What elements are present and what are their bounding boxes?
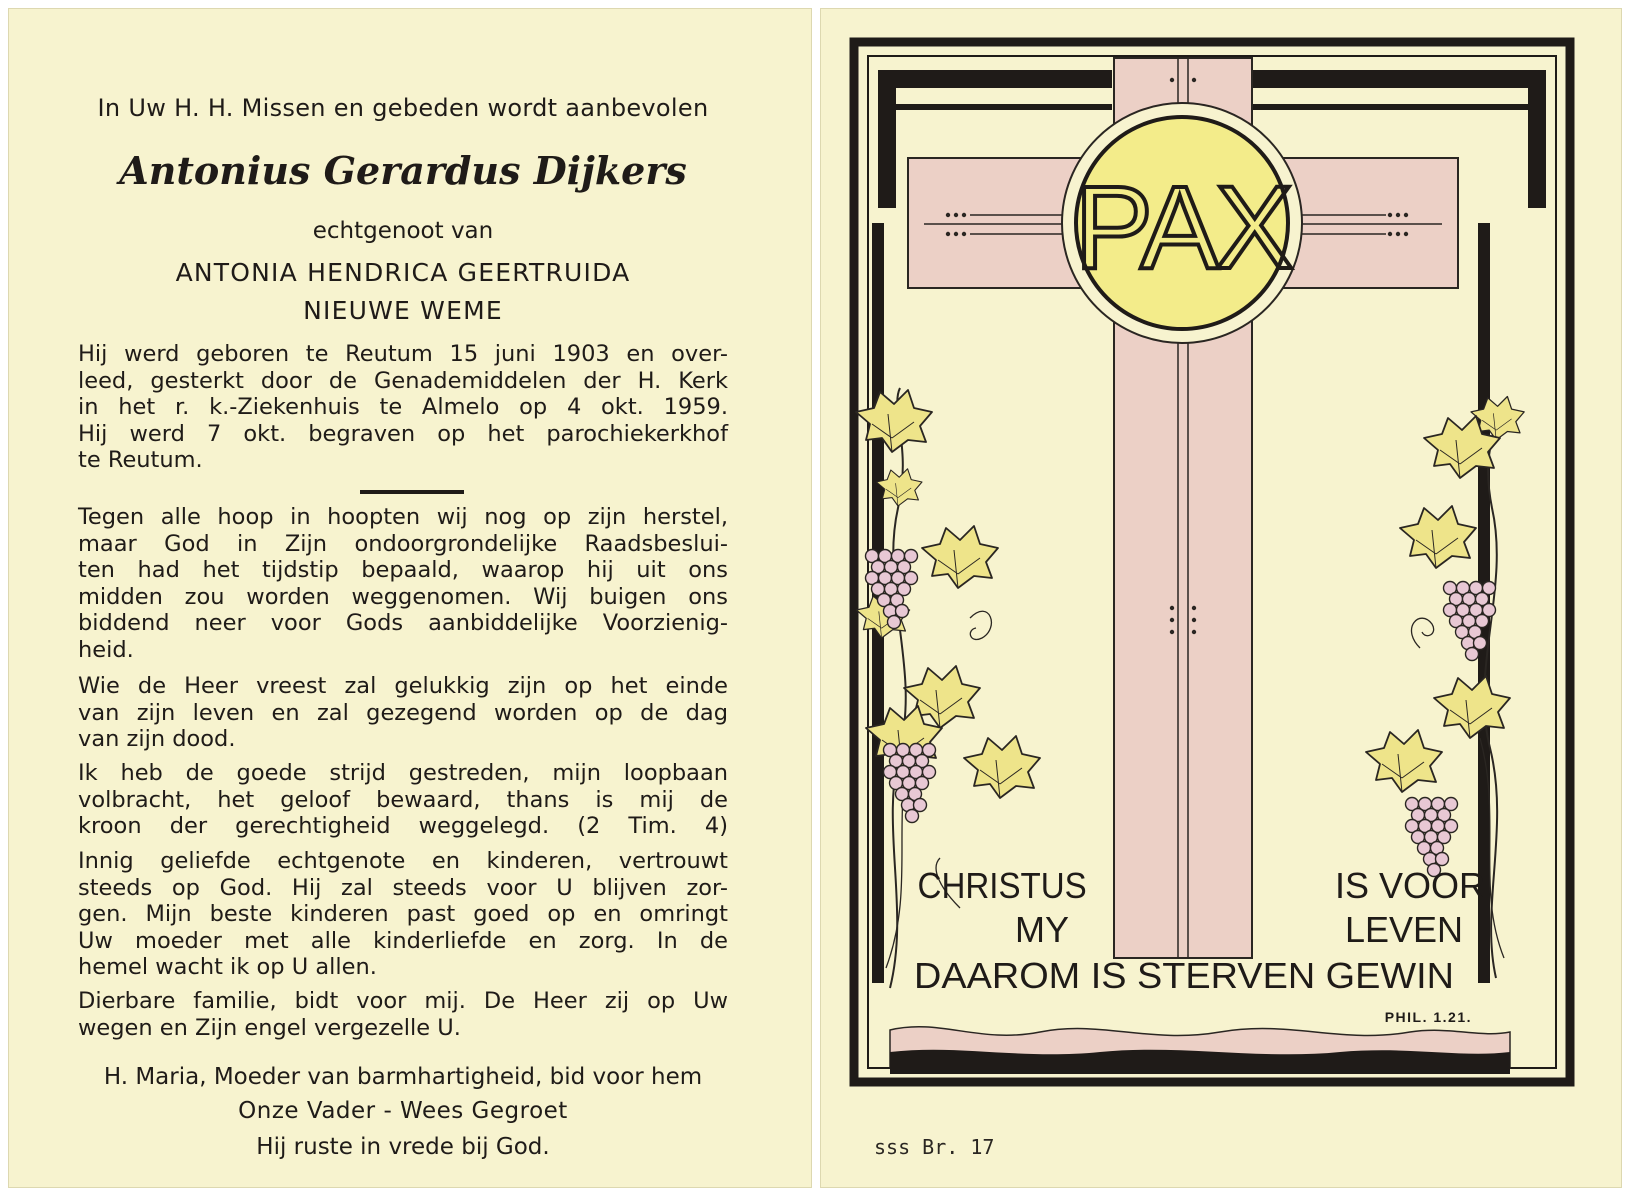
spouse-name-line2: NIEUWE WEME [303, 296, 503, 325]
text-line: volbracht, het geloof bewaard, thans is mij de [78, 786, 728, 813]
family-address-paragraph [78, 848, 728, 981]
bio-line: leed, gesterkt door de Genademiddelen der H. Kerk [78, 367, 728, 394]
text-line: Ik heb de goede strijd gestreden, mijn loopbaan [78, 760, 728, 786]
bio-line: Hij werd geboren te Reutum 15 juni 1903 en over- [78, 341, 728, 367]
family-blessing-paragraph [78, 988, 728, 1041]
spouse-name-line1: ANTONIA HENDRICA GEERTRUIDA [175, 258, 631, 287]
text-line: Dierbare familie, bidt voor mij. De Heer zij op Uw [78, 988, 728, 1014]
bio-line: Hij werd 7 okt. begraven op het parochiekerkhof [78, 420, 728, 447]
text-line: biddend neer voor Gods aanbiddelijke Voorzienig- [78, 610, 728, 636]
text-line: Wie de Heer vreest zal gelukkig zijn op het einde [78, 673, 728, 699]
text-line: Innig geliefde echtgenote en kinderen, vertrouwt [78, 848, 728, 874]
text-line: maar God in Zijn ondoorgrondelijke Raadsbeslui- [78, 530, 728, 557]
timothy-quote-paragraph [78, 760, 728, 840]
spouse-label: echtgenoot van [312, 218, 494, 244]
intro-line: In Uw H. H. Missen en gebeden wordt aanbevolen [97, 94, 709, 122]
text-line: Uw moeder met alle kinderliefde en zorg. In de [78, 927, 728, 954]
top-left-thin-band [878, 104, 1112, 110]
bottom-drape-shadow [890, 1050, 1510, 1074]
verse-word-christus: CHRISTUS [917, 866, 1087, 907]
top-right-thin-band [1250, 104, 1546, 110]
hope-paragraph [78, 504, 728, 663]
verse-word-is-voor: IS VOOR [1334, 865, 1486, 906]
text-line: midden zou worden weggenomen. Wij buigen ons [78, 583, 728, 610]
bio-line: in het r. k.-Ziekenhuis te Almelo op 4 okt. 1959. [78, 394, 728, 420]
text-line: van zijn dood. [78, 726, 236, 752]
text-line: Tegen alle hoop in hoopten wij nog op zijn herstel, [78, 504, 728, 530]
verse-word-leven: LEVEN [1344, 909, 1464, 950]
rest-in-peace-line: Hij ruste in vrede bij God. [256, 1134, 550, 1160]
scripture-paragraph [78, 673, 728, 753]
verse-line-daarom: DAAROM IS STERVEN GEWIN [914, 955, 1454, 996]
memorial-card-text-side [8, 8, 812, 1188]
text-line: wegen en Zijn engel vergezelle U. [78, 1014, 461, 1041]
memorial-card-image-side [820, 8, 1622, 1188]
text-line: gen. Mijn beste kinderen past goed op en omringt [78, 901, 728, 927]
divider-rule [360, 490, 464, 494]
print-code: sss Br. 17 [874, 1135, 995, 1159]
closing-prayer: H. Maria, Moeder van barmhartigheid, bid voor hem [103, 1064, 703, 1090]
biography-paragraph [78, 341, 728, 474]
text-line: steeds op God. Hij zal steeds voor U blijven zor- [78, 874, 728, 901]
verse-word-my: MY [1015, 909, 1069, 950]
closing-prayer-names: Onze Vader - Wees Gegroet [238, 1098, 568, 1124]
deceased-name: Antonius Gerardus Dijkers [119, 148, 687, 193]
pax-title: PAX [1074, 162, 1290, 294]
text-line: heid. [78, 636, 134, 663]
pax-cross-illustration [820, 8, 1622, 1188]
text-line: hemel wacht ik op U allen. [78, 954, 377, 980]
verse-reference: PHIL. 1.21. [1384, 1009, 1472, 1025]
bio-line: te Reutum. [78, 447, 203, 473]
text-line: kroon der gerechtigheid weggelegd. (2 Tim. 4) [78, 813, 728, 839]
text-line: ten had het tijdstip bepaald, waarop hij uit ons [78, 557, 728, 583]
text-line: van zijn leven en zal gezegend worden op de dag [78, 699, 728, 726]
